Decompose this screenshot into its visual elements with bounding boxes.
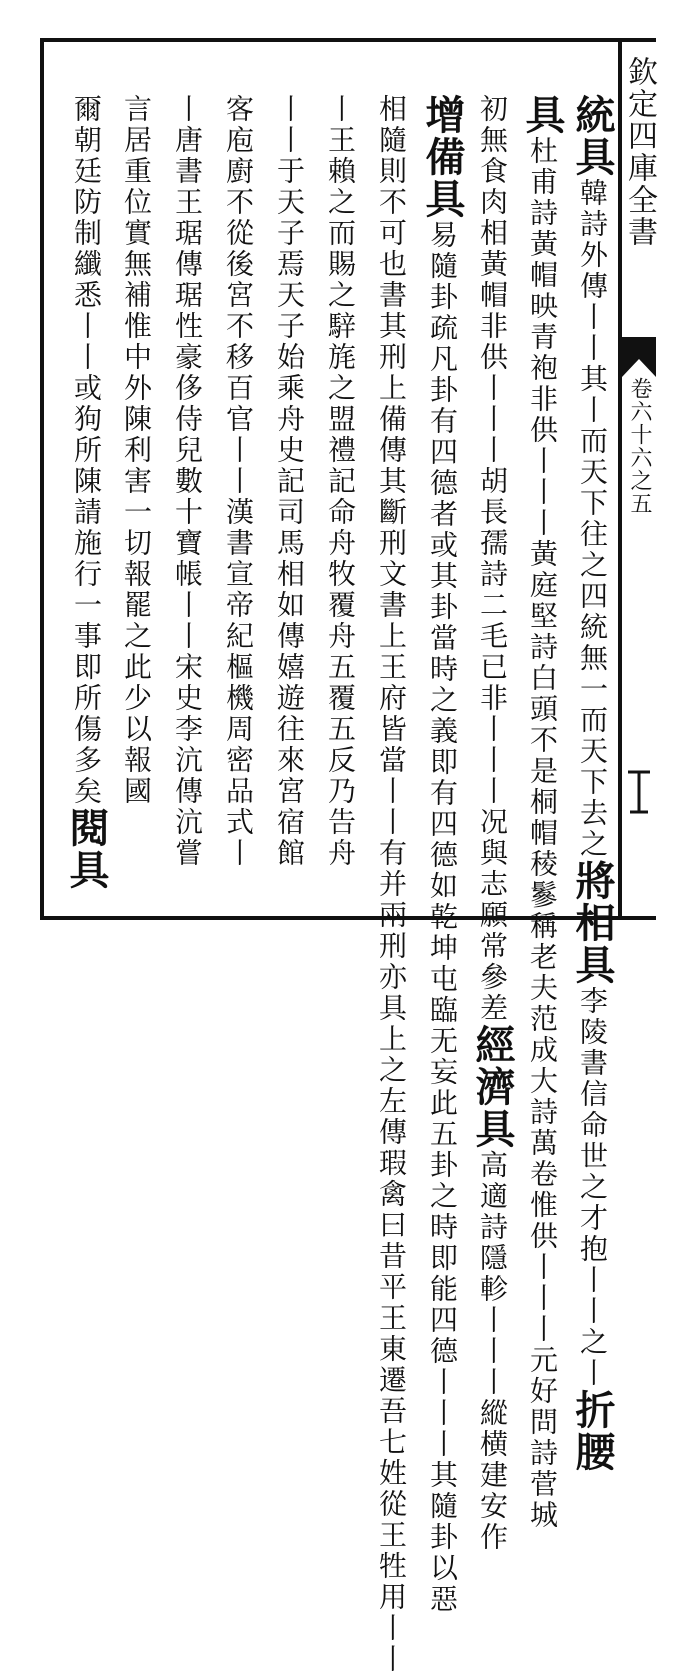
- body-text: 客庖廚不從後宮不移百官丨丨漢書宣帝紀樞機周密品式丨: [222, 94, 255, 869]
- heading-term: 增備具: [419, 94, 466, 220]
- text-column-8: [218, 94, 258, 954]
- margin-volume-label: 卷六十六之五: [627, 377, 652, 515]
- body-text: 韓詩外傳丨丨其丨而天下往之四統無一而天下去之: [576, 178, 609, 860]
- text-column-7: [269, 94, 309, 954]
- text-column-3: [469, 94, 516, 1553]
- text-column-2: [519, 94, 566, 1531]
- text-column-1: [569, 94, 616, 1473]
- heading-term: 統具: [569, 94, 616, 178]
- text-column-4: [419, 94, 466, 1615]
- body-text: 李陵書信命世之才抱丨丨之丨: [576, 986, 609, 1389]
- margin-title: 欽定四庫全書: [622, 56, 657, 248]
- text-column-6: [320, 94, 360, 954]
- heading-term: 具: [519, 94, 566, 136]
- fishtail-mark-icon: [622, 337, 656, 377]
- text-column-9: [167, 94, 207, 954]
- body-text: 杜甫詩黃帽映青袍非供丨丨丨黃庭堅詩白頭不是桐帽稜鬖稱老夫范成大詩萬卷惟供丨丨丨元好問詩菅城: [526, 136, 559, 1531]
- text-frame: [40, 38, 622, 1675]
- text-column-11: [63, 94, 110, 954]
- body-text: 爾朝廷防制纖悉丨丨或狗所陳請施行一事即所傷多矣: [70, 94, 103, 807]
- heading-term: 閱具: [63, 807, 110, 891]
- text-column-10: [116, 94, 156, 954]
- body-text: 相隨則不可也書其刑上備傳其斷刑文書上王府皆當丨丨有并兩刑亦具上之左傳瑕禽曰昔平王東遷吾七姓從王牲用丨丨: [375, 94, 408, 1675]
- body-text: 言居重位實無補惟中外陳利害一切報罷之此少以報國: [120, 94, 153, 807]
- page-margin-strip: [622, 38, 656, 920]
- heading-term: 經濟具: [469, 1024, 516, 1150]
- page-number-mark-icon: [624, 762, 654, 822]
- body-text: 高適詩隱軫丨丨丨縱横建安作: [476, 1150, 509, 1553]
- text-column-5: [371, 94, 411, 1675]
- body-text: 丨王賴之而賜之騂旄之盟禮記命舟牧覆舟五覆五反乃告舟: [324, 94, 357, 869]
- body-text: 易隨卦疏凡卦有四德者或其卦當時之義即有四德如乾坤屯臨无妄此五卦之時即能四德丨丨丨其隨卦以惡: [426, 220, 459, 1615]
- body-text: 丨丨于天子焉天子始乘舟史記司馬相如傳嬉遊往來宮宿館: [273, 94, 306, 869]
- body-text: 丨唐書王琚傳琚性豪侈侍兒數十寶帳丨丨宋史李沆傳沆嘗: [171, 94, 204, 869]
- body-text: 初無食肉相黃帽非供丨丨丨胡長孺詩二毛已非丨丨丨况與志願常參差: [476, 94, 509, 1024]
- heading-term: 將相具: [569, 860, 616, 986]
- heading-term: 折腰: [569, 1389, 616, 1473]
